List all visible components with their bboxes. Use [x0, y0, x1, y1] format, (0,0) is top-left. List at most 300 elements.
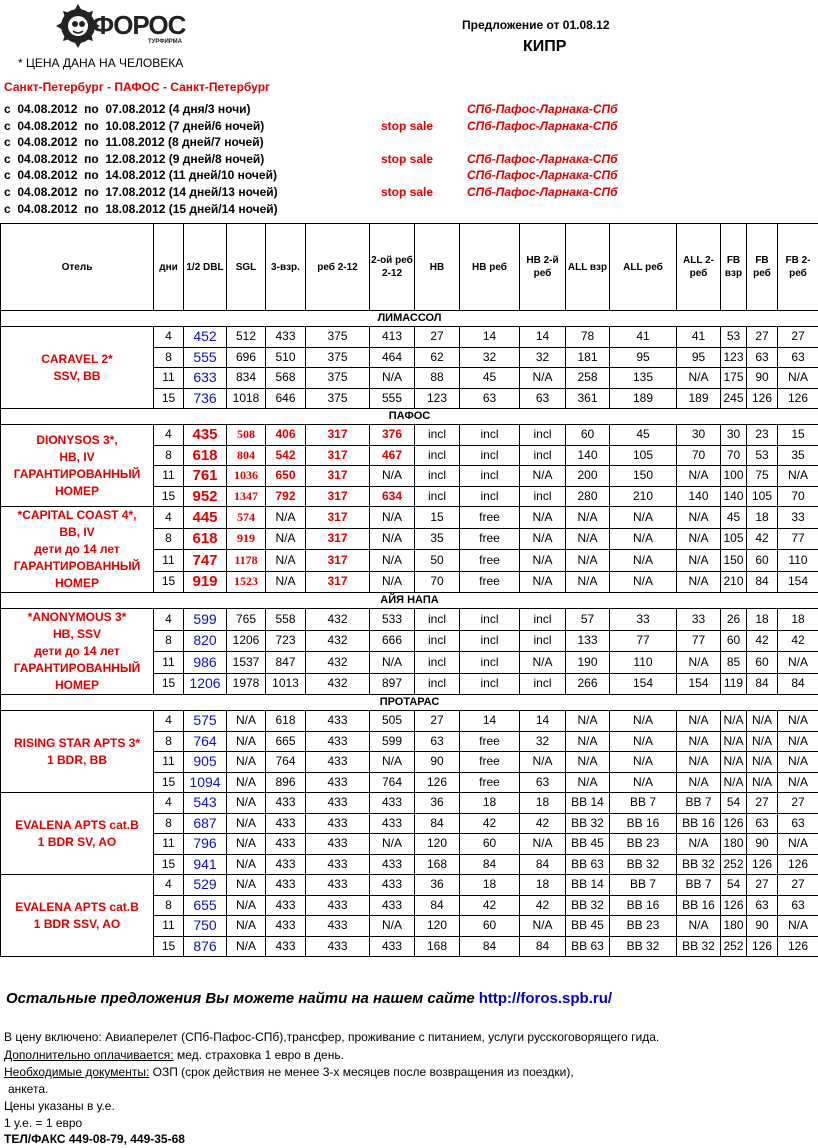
price-cell: 8: [154, 895, 184, 916]
exchange-rate-note: 1 у.е. = 1 евро: [4, 1116, 83, 1130]
price-cell: 433: [266, 875, 306, 896]
docs-note-2: анкета.: [8, 1082, 49, 1096]
price-cell: N/A: [610, 752, 677, 773]
price-cell: 70: [778, 486, 818, 507]
price-cell: 210: [721, 571, 747, 593]
price-cell: 696: [227, 347, 266, 368]
price-cell: 510: [266, 347, 306, 368]
price-cell: N/A: [227, 936, 266, 957]
price-cell: N/A: [520, 916, 566, 937]
price-cell: 70: [721, 445, 747, 466]
price-cell: 665: [266, 731, 306, 752]
price-cell: incl: [520, 630, 566, 652]
price-cell: N/A: [610, 731, 677, 752]
price-cell: BB 32: [566, 895, 610, 916]
price-cell: 375: [306, 327, 370, 348]
price-cell: N/A: [520, 528, 566, 550]
price-cell: 252: [721, 936, 747, 957]
price-cell: 14: [460, 327, 520, 348]
extra-note: [4, 1048, 344, 1062]
price-cell: 42: [460, 813, 520, 834]
price-cell: N/A: [610, 550, 677, 572]
column-header: ALL реб: [610, 224, 677, 311]
price-cell: 666: [370, 630, 415, 652]
docs-text: ОЗП (срок действия не менее 3-х месяцев после возвращения из поездки),: [149, 1065, 574, 1079]
price-cell: 23: [747, 425, 778, 446]
price-cell: 15: [154, 388, 184, 409]
price-cell: N/A: [721, 752, 747, 773]
price-cell: 11: [154, 652, 184, 674]
section-title: АЙЯ НАПА: [1, 593, 818, 609]
price-cell: 435: [184, 425, 227, 446]
price-cell: N/A: [227, 854, 266, 875]
price-cell: incl: [460, 609, 520, 631]
price-cell: 634: [370, 486, 415, 507]
price-cell: 433: [306, 813, 370, 834]
route-title: Санкт-Петербург - ПАФОС - Санкт-Петербург: [4, 80, 271, 94]
price-cell: BB 7: [677, 793, 721, 814]
price-cell: 687: [184, 813, 227, 834]
price-cell: 60: [566, 425, 610, 446]
section-row: [1, 695, 818, 711]
price-cell: 168: [415, 936, 460, 957]
price-cell: N/A: [266, 571, 306, 593]
price-cell: 126: [747, 854, 778, 875]
price-cell: 452: [184, 327, 227, 348]
price-cell: 11: [154, 368, 184, 389]
site-link[interactable]: http://foros.spb.ru/: [478, 990, 613, 1007]
price-cell: 764: [370, 772, 415, 793]
price-cell: 1206: [227, 630, 266, 652]
price-cell: 433: [370, 895, 415, 916]
price-cell: 30: [721, 425, 747, 446]
price-cell: 599: [184, 609, 227, 631]
price-cell: N/A: [227, 813, 266, 834]
price-cell: 45: [721, 507, 747, 529]
price-cell: 95: [677, 347, 721, 368]
price-cell: 85: [721, 652, 747, 674]
price-cell: free: [460, 752, 520, 773]
price-cell: N/A: [778, 834, 818, 855]
price-cell: 123: [721, 347, 747, 368]
price-cell: 70: [677, 445, 721, 466]
price-cell: free: [460, 507, 520, 529]
price-cell: 245: [721, 388, 747, 409]
hotel-name: RISING STAR APTS 3* 1 BDR, BB: [1, 711, 154, 793]
price-cell: 317: [306, 486, 370, 507]
price-cell: 140: [721, 486, 747, 507]
price-cell: 32: [520, 347, 566, 368]
price-cell: incl: [415, 486, 460, 507]
price-cell: 8: [154, 445, 184, 466]
docs-label: Необходимые документы:: [4, 1065, 150, 1079]
price-cell: free: [460, 731, 520, 752]
price-cell: 63: [747, 347, 778, 368]
price-cell: 32: [460, 347, 520, 368]
price-cell: 18: [460, 875, 520, 896]
price-cell: 761: [184, 466, 227, 487]
price-cell: 599: [370, 731, 415, 752]
price-cell: 77: [778, 528, 818, 550]
price-cell: incl: [415, 630, 460, 652]
price-cell: free: [460, 550, 520, 572]
price-cell: 433: [266, 327, 306, 348]
date-row: [4, 118, 814, 135]
price-cell: 529: [184, 875, 227, 896]
price-cell: 14: [460, 711, 520, 732]
price-cell: N/A: [721, 772, 747, 793]
price-cell: incl: [460, 652, 520, 674]
flight-route: СПб-Пафос-Ларнака-СПб: [467, 102, 618, 116]
price-cell: 15: [154, 936, 184, 957]
price-cell: 11: [154, 550, 184, 572]
price-cell: BB 45: [566, 916, 610, 937]
price-cell: 433: [306, 916, 370, 937]
price-cell: N/A: [370, 550, 415, 572]
price-cell: 433: [266, 813, 306, 834]
price-cell: 433: [370, 793, 415, 814]
price-cell: 555: [184, 347, 227, 368]
price-cell: 77: [610, 630, 677, 652]
price-cell: 210: [610, 486, 677, 507]
price-cell: 1206: [184, 673, 227, 695]
price-cell: BB 14: [566, 875, 610, 896]
price-cell: incl: [460, 486, 520, 507]
date-row: [4, 184, 814, 201]
price-cell: 4: [154, 793, 184, 814]
price-cell: 62: [415, 347, 460, 368]
price-cell: 847: [266, 652, 306, 674]
price-cell: 63: [460, 388, 520, 409]
price-cell: incl: [415, 673, 460, 695]
price-cell: 180: [721, 834, 747, 855]
price-cell: 84: [415, 813, 460, 834]
section-title: ЛИМАССОЛ: [1, 311, 818, 327]
column-header: FB 2-реб: [778, 224, 818, 311]
price-cell: 36: [415, 793, 460, 814]
price-cell: N/A: [566, 772, 610, 793]
price-cell: 723: [266, 630, 306, 652]
price-cell: 57: [566, 609, 610, 631]
price-cell: 432: [306, 673, 370, 695]
price-cell: incl: [460, 673, 520, 695]
price-cell: 63: [778, 347, 818, 368]
price-cell: incl: [520, 609, 566, 631]
price-cell: 568: [266, 368, 306, 389]
price-cell: 433: [370, 854, 415, 875]
included-note: В цену включено: Авиаперелет (СПб-Пафос-СПб),трансфер, проживание с питанием, услуги русскоговорящего гида.: [4, 1030, 660, 1044]
table-row: [1, 507, 818, 529]
column-header: Отель: [1, 224, 154, 311]
price-cell: 120: [415, 834, 460, 855]
price-cell: N/A: [227, 772, 266, 793]
price-cell: 63: [747, 813, 778, 834]
price-cell: 15: [778, 425, 818, 446]
price-cell: 84: [747, 673, 778, 695]
price-cell: 35: [778, 445, 818, 466]
price-cell: 41: [677, 327, 721, 348]
section-row: [1, 311, 818, 327]
price-cell: 433: [266, 916, 306, 937]
price-cell: 432: [306, 652, 370, 674]
price-cell: 8: [154, 630, 184, 652]
price-cell: 14: [520, 711, 566, 732]
price-cell: 105: [721, 528, 747, 550]
price-cell: 18: [747, 609, 778, 631]
price-cell: 11: [154, 466, 184, 487]
table-row: [1, 327, 818, 348]
price-cell: N/A: [520, 652, 566, 674]
price-table: [0, 223, 818, 957]
price-cell: 123: [415, 388, 460, 409]
column-header: 3-взр.: [266, 224, 306, 311]
price-cell: 558: [266, 609, 306, 631]
price-cell: N/A: [610, 507, 677, 529]
date-range: с 04.08.2012 по 07.08.2012 (4 дня/3 ночи): [4, 102, 251, 116]
column-header: HB реб: [460, 224, 520, 311]
logo-subtext: ТУРФИРМА: [148, 39, 183, 45]
price-cell: N/A: [677, 652, 721, 674]
price-cell: 200: [566, 466, 610, 487]
price-cell: 433: [266, 936, 306, 957]
price-cell: N/A: [227, 916, 266, 937]
price-cell: 433: [266, 793, 306, 814]
price-cell: 27: [778, 793, 818, 814]
price-cell: 78: [566, 327, 610, 348]
price-cell: 655: [184, 895, 227, 916]
price-cell: 8: [154, 347, 184, 368]
price-cell: 27: [747, 327, 778, 348]
column-header: HB 2-й реб: [520, 224, 566, 311]
price-cell: 63: [520, 388, 566, 409]
price-cell: N/A: [778, 368, 818, 389]
column-header: HB: [415, 224, 460, 311]
price-cell: N/A: [677, 507, 721, 529]
site-note: [6, 990, 612, 1007]
price-cell: N/A: [370, 571, 415, 593]
stop-sale-badge: stop sale: [381, 184, 434, 199]
price-cell: 792: [266, 486, 306, 507]
hotel-name: *ANONYMOUS 3* HB, SSV дети до 14 лет ГАРАНТИРОВАННЫЙ НОМЕР: [1, 609, 154, 695]
date-range: с 04.08.2012 по 12.08.2012 (9 дней/8 ночей): [4, 151, 265, 166]
table-row: [1, 425, 818, 446]
price-cell: 75: [747, 466, 778, 487]
price-cell: 63: [415, 731, 460, 752]
price-cell: N/A: [520, 571, 566, 593]
price-cell: 135: [610, 368, 677, 389]
price-cell: 317: [306, 528, 370, 550]
price-cell: 181: [566, 347, 610, 368]
price-cell: 60: [460, 916, 520, 937]
price-cell: N/A: [677, 752, 721, 773]
hotel-name: CARAVEL 2* SSV, BB: [1, 327, 154, 409]
page-title: КИПР: [523, 38, 567, 55]
price-cell: 53: [721, 327, 747, 348]
price-cell: free: [460, 772, 520, 793]
price-cell: N/A: [370, 368, 415, 389]
price-cell: 45: [610, 425, 677, 446]
section-row: [1, 409, 818, 425]
price-cell: 618: [184, 528, 227, 550]
flight-route: СПб-Пафос-Ларнака-СПб: [467, 184, 618, 199]
price-cell: N/A: [227, 875, 266, 896]
price-cell: N/A: [747, 772, 778, 793]
price-cell: BB 16: [677, 895, 721, 916]
price-cell: N/A: [721, 711, 747, 732]
price-cell: 1094: [184, 772, 227, 793]
price-cell: 140: [566, 445, 610, 466]
price-cell: 42: [747, 528, 778, 550]
price-cell: N/A: [566, 528, 610, 550]
price-cell: 126: [747, 388, 778, 409]
price-cell: 60: [721, 630, 747, 652]
price-cell: 1978: [227, 673, 266, 695]
price-cell: 796: [184, 834, 227, 855]
dates-list: [4, 101, 814, 217]
price-cell: 63: [778, 895, 818, 916]
price-cell: N/A: [610, 772, 677, 793]
price-cell: 574: [227, 507, 266, 529]
price-cell: 60: [747, 652, 778, 674]
price-cell: 804: [227, 445, 266, 466]
price-cell: N/A: [227, 895, 266, 916]
price-cell: 63: [747, 895, 778, 916]
price-cell: 42: [460, 895, 520, 916]
price-cell: 986: [184, 652, 227, 674]
column-header: SGL: [227, 224, 266, 311]
price-cell: free: [460, 571, 520, 593]
price-cell: 508: [227, 425, 266, 446]
price-cell: 941: [184, 854, 227, 875]
price-cell: 126: [778, 854, 818, 875]
price-cell: 433: [306, 772, 370, 793]
flight-route: СПб-Пафос-Ларнака-СПб: [467, 168, 618, 183]
price-cell: 32: [520, 731, 566, 752]
price-cell: 42: [520, 895, 566, 916]
price-cell: 317: [306, 507, 370, 529]
price-cell: N/A: [566, 507, 610, 529]
company-logo: [56, 4, 186, 50]
price-cell: 154: [610, 673, 677, 695]
price-cell: 433: [266, 895, 306, 916]
price-cell: 4: [154, 507, 184, 529]
price-cell: 433: [266, 834, 306, 855]
price-cell: BB 32: [677, 854, 721, 875]
price-cell: 84: [747, 571, 778, 593]
price-cell: 27: [747, 793, 778, 814]
price-cell: 33: [610, 609, 677, 631]
price-cell: 18: [520, 875, 566, 896]
price-cell: 575: [184, 711, 227, 732]
price-cell: 433: [370, 875, 415, 896]
price-cell: 15: [154, 571, 184, 593]
price-cell: 432: [306, 609, 370, 631]
price-cell: BB 7: [610, 875, 677, 896]
price-cell: N/A: [566, 752, 610, 773]
prices-currency-note: Цены указаны в у.е.: [4, 1099, 115, 1113]
date-row: [4, 167, 814, 184]
price-cell: 63: [778, 813, 818, 834]
price-cell: 126: [721, 895, 747, 916]
price-cell: 1178: [227, 550, 266, 572]
price-cell: 110: [778, 550, 818, 572]
price-cell: 764: [184, 731, 227, 752]
price-cell: N/A: [566, 731, 610, 752]
price-cell: N/A: [677, 466, 721, 487]
price-cell: 105: [610, 445, 677, 466]
price-cell: 8: [154, 731, 184, 752]
price-cell: incl: [520, 673, 566, 695]
price-cell: 15: [154, 673, 184, 695]
price-cell: 190: [566, 652, 610, 674]
price-cell: incl: [415, 425, 460, 446]
price-cell: N/A: [778, 752, 818, 773]
price-cell: 120: [415, 916, 460, 937]
price-cell: 180: [721, 916, 747, 937]
price-cell: N/A: [610, 711, 677, 732]
price-cell: 1523: [227, 571, 266, 593]
phone-fax: ТЕЛ/ФАКС 449-08-79, 449-35-68: [4, 1132, 185, 1146]
price-cell: 150: [610, 466, 677, 487]
price-cell: 88: [415, 368, 460, 389]
price-cell: 433: [266, 854, 306, 875]
price-cell: 18: [520, 793, 566, 814]
price-cell: 317: [306, 445, 370, 466]
column-header: ALL 2-реб: [677, 224, 721, 311]
price-cell: 168: [415, 854, 460, 875]
price-cell: 11: [154, 752, 184, 773]
column-header: 1/2 DBL: [184, 224, 227, 311]
price-cell: 18: [778, 609, 818, 631]
price-cell: 100: [721, 466, 747, 487]
price-cell: incl: [520, 425, 566, 446]
price-cell: N/A: [520, 368, 566, 389]
price-cell: 27: [747, 875, 778, 896]
price-cell: 258: [566, 368, 610, 389]
price-cell: BB 45: [566, 834, 610, 855]
price-cell: 618: [184, 445, 227, 466]
price-cell: 834: [227, 368, 266, 389]
price-cell: 126: [415, 772, 460, 793]
extra-text: мед. страховка 1 евро в день.: [173, 1048, 344, 1062]
price-cell: 406: [266, 425, 306, 446]
flight-route: СПб-Пафос-Ларнака-СПб: [467, 151, 618, 166]
price-cell: 27: [415, 327, 460, 348]
price-cell: N/A: [266, 507, 306, 529]
price-cell: 897: [370, 673, 415, 695]
docs-note: [4, 1065, 574, 1079]
price-cell: 317: [306, 571, 370, 593]
price-cell: 50: [415, 550, 460, 572]
price-cell: N/A: [610, 571, 677, 593]
price-cell: 15: [154, 772, 184, 793]
price-cell: 505: [370, 711, 415, 732]
price-cell: N/A: [610, 528, 677, 550]
price-cell: 60: [460, 834, 520, 855]
price-cell: 919: [227, 528, 266, 550]
price-cell: 126: [778, 388, 818, 409]
price-cell: 361: [566, 388, 610, 409]
price-cell: N/A: [566, 571, 610, 593]
price-cell: N/A: [747, 711, 778, 732]
price-cell: N/A: [266, 528, 306, 550]
price-cell: 18: [460, 793, 520, 814]
price-cell: 952: [184, 486, 227, 507]
price-cell: 433: [306, 936, 370, 957]
price-cell: BB 23: [610, 834, 677, 855]
price-cell: N/A: [520, 834, 566, 855]
price-cell: 84: [520, 936, 566, 957]
